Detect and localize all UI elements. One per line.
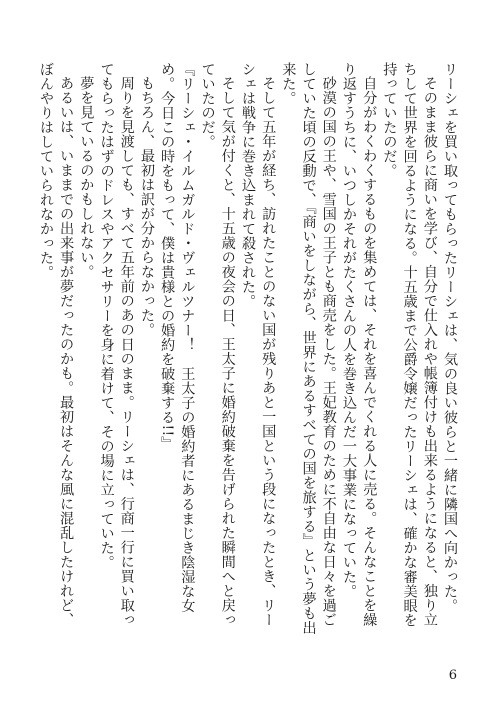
paragraph-2: そのまま彼らに商いを学び、自分で仕入れや帳簿付けも出来るようになると、独り立ちして世界を回るようになる。十五歳まで公爵令嬢だったリーシェは、確かな審美眼を持っていたのだ。 <box>381 62 438 628</box>
paragraph-8: もちろん、最初は訳が分からなかった。 <box>138 76 155 338</box>
paragraph-9: 周りを見渡しても、すべて五年前のあの日のまま。リーシェは、行商一行に買い取ってもらったはずのドレスやアクセサリーを身に着けて、その場に立っていた。 <box>98 62 135 628</box>
paragraph-5: そして五年が経ち、訪れたことのない国が残りあと一国という段になったとき、リーシェは戦争に巻き込まれて殺された。 <box>239 62 277 628</box>
paragraph-7-quote: 『リーシェ・イルムガルド・ヴェルツナー！ 王太子の婚約者にあるまじき陰湿な女め。今日この時をもって、僕は貴様との婚約を破棄する!!』 <box>159 62 196 613</box>
paragraph-11: あるいは、いままでの出来事が夢だったのかも。最初はそんな風に混乱したけれど、ぼんやりはしていられなかった。 <box>37 62 75 628</box>
paragraph-1: リーシェを買い取ってもらったリーシェは、気の良い彼らと一緒に隣国へ向かった。 <box>442 62 458 613</box>
paragraph-3: 自分がわくわくするものを集めては、それを喜んでくれる人に売る。そんなことを繰り返すうちに、いつしかそれがたくさんの人を巻き込んだ一大事業になっていた。 <box>340 62 378 628</box>
page-number: 6 <box>448 668 457 683</box>
paragraph-4: 砂漠の国の王や、雪国の王子とも商売をした。王妃教育のために不自由な日々を過ごしていた頃の反動で、『商いをしながら、世界にあるすべての国を旅する』という夢も出来た。 <box>280 62 337 635</box>
paragraph-6: そして気が付くと、十五歳の夜会の日、王太子に婚約破棄を告げられた瞬間へと戻っていたのだ。 <box>199 62 236 628</box>
vertical-text-block <box>37 62 460 636</box>
paragraph-10: 夢を見ているのかもしれない。 <box>78 76 95 280</box>
